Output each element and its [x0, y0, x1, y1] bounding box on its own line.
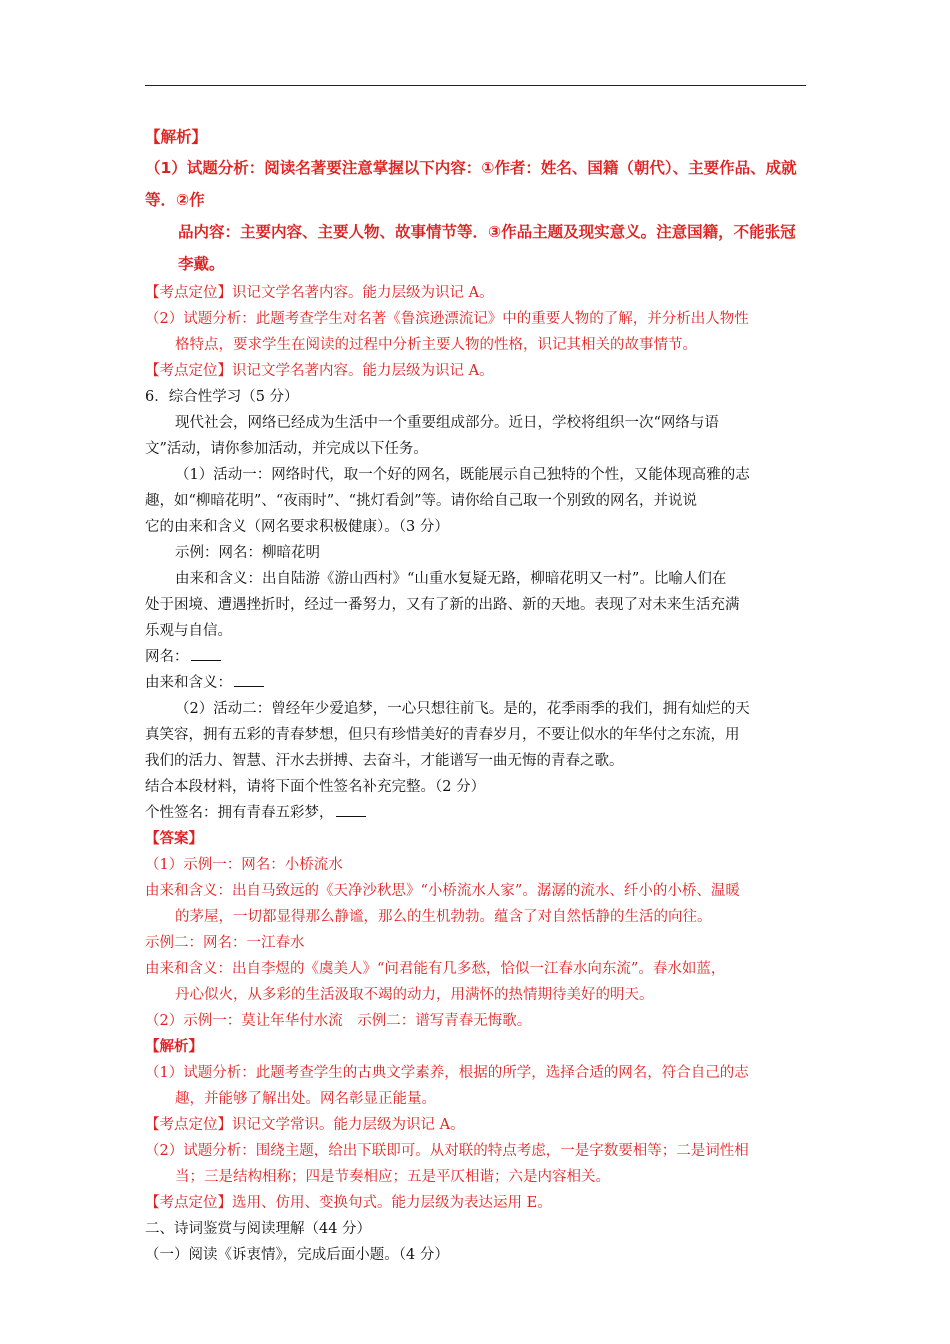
question-6-title: 6．综合性学习（5 分） [145, 389, 299, 405]
analysis-2-line-1: （1）试题分析：此题考查学生的古典文学素养，根据的所学，选择合适的网名，符合自己的志 [145, 1065, 749, 1081]
analysis-para-1-line-1: （1）试题分析：阅读名著要注意掌握以下内容：①作者：姓名、国籍（朝代）、主要作品、成就等．②作 [145, 159, 797, 209]
analysis-para-2-line-1: （2）试题分析：此题考查学生对名著《鲁滨逊漂流记》中的重要人物的了解，并分析出人物性 [145, 311, 749, 327]
q6-origin-line-1: 由来和含义：出自陆游《游山西村》“山重水复疑无路，柳暗花明又一村”。比喻人们在 [175, 571, 727, 587]
answer-line-7: （2）示例一：莫让年华付水流 示例二：谱写青春无悔歌。 [145, 1013, 532, 1029]
signature-label: 个性签名：拥有青春五彩梦， [145, 805, 334, 821]
q6-activity-1-line-1: （1）活动一：网络时代，取一个好的网名，既能展示自己独特的个性，又能体现高雅的志 [175, 467, 750, 483]
answer-heading: 【答案】 [145, 830, 203, 847]
section-2-subtitle: （一）阅读《诉衷情》，完成后面小题。（4 分） [145, 1247, 449, 1263]
netname-field-row [145, 644, 810, 670]
netname-blank[interactable] [191, 646, 221, 661]
answer-line-2: 由来和含义：出自马致远的《天净沙秋思》“小桥流水人家”。潺潺的流水、纤小的小桥、温暖 [145, 883, 740, 899]
meaning-blank[interactable] [234, 672, 264, 687]
analysis-para-2-line-2: 格特点，要求学生在阅读的过程中分析主要人物的性格，识记其相关的故事情节。 [175, 337, 697, 353]
meaning-label: 由来和含义： [145, 675, 232, 691]
answer-line-6: 丹心似火，从多彩的生活汲取不竭的动力，用满怀的热情期待美好的明天。 [175, 987, 654, 1003]
q6-activity-2-line-4: 结合本段材料，请将下面个性签名补充完整。（2 分） [145, 779, 486, 795]
signature-row [145, 800, 810, 826]
q6-activity-2-line-3: 我们的活力、智慧、汗水去拼搏、去奋斗，才能谱写一曲无悔的青春之歌。 [145, 753, 624, 769]
key-point-2: 【考点定位】识记文学名著内容。能力层级为识记 A。 [145, 363, 494, 379]
signature-blank[interactable] [336, 802, 366, 817]
analysis-heading: 【解析】 [145, 127, 208, 146]
q6-origin-line-2: 处于困境、遭遇挫折时，经过一番努力，又有了新的出路、新的天地。表现了对未来生活充满 [145, 597, 740, 613]
q6-origin-line-3: 乐观与自信。 [145, 623, 232, 639]
answer-line-1: （1）示例一：网名：小桥流水 [145, 857, 343, 873]
netname-label: 网名： [145, 649, 189, 665]
q6-activity-2-line-2: 真笑容，拥有五彩的青春梦想，但只有珍惜美好的青春岁月，不要让似水的年华付之东流，用 [145, 727, 740, 743]
answer-line-5: 由来和含义：出自李煜的《虞美人》“问君能有几多愁，恰似一江春水向东流”。春水如蓝， [145, 961, 726, 977]
q6-activity-1-line-3: 它的由来和含义（网名要求积极健康）。（3 分） [145, 519, 449, 535]
analysis-2-line-2: 趣，并能够了解出处。网名彰显正能量。 [175, 1091, 436, 1107]
q6-activity-1-line-2: 趣，如“柳暗花明”、“夜雨时”、“挑灯看剑”等。请你给自己取一个别致的网名，并说说 [145, 493, 697, 509]
answer-line-3: 的茅屋，一切都显得那么静谧，那么的生机勃勃。蕴含了对自然恬静的生活的向往。 [175, 909, 712, 925]
analysis-para-1-line-2: 品内容：主要内容、主要人物、故事情节等．③作品主题及现实意义。注意国籍，不能张冠李戴。 [178, 223, 796, 273]
q6-activity-2-line-1: （2）活动二：曾经年少爱追梦，一心只想往前飞。是的，花季雨季的我们，拥有灿烂的天 [175, 701, 750, 717]
analysis-2-line-3: （2）试题分析：围绕主题，给出下联即可。从对联的特点考虑，一是字数要相等；二是词性相 [145, 1143, 749, 1159]
header-rule [145, 85, 806, 86]
key-point-1: 【考点定位】识记文学名著内容。能力层级为识记 A。 [145, 285, 494, 301]
section-2-title: 二、诗词鉴赏与阅读理解（44 分） [145, 1221, 372, 1237]
answer-line-4: 示例二：网名：一江春水 [145, 935, 305, 951]
analysis-2-key-point-2: 【考点定位】选用、仿用、变换句式。能力层级为表达运用 E。 [145, 1195, 552, 1211]
meaning-field-row [145, 670, 810, 696]
document-body [145, 122, 810, 1268]
q6-intro-line-2: 文”活动，请你参加活动，并完成以下任务。 [145, 441, 428, 457]
analysis-2-line-4: 当；三是结构相称；四是节奏相应；五是平仄相谐；六是内容相关。 [175, 1169, 610, 1185]
q6-example: 示例：网名：柳暗花明 [175, 545, 320, 561]
analysis-2-heading: 【解析】 [145, 1038, 203, 1055]
analysis-2-key-point-1: 【考点定位】识记文学常识。能力层级为识记 A。 [145, 1117, 465, 1133]
q6-intro-line-1: 现代社会，网络已经成为生活中一个重要组成部分。近日，学校将组织一次“网络与语 [175, 415, 719, 431]
